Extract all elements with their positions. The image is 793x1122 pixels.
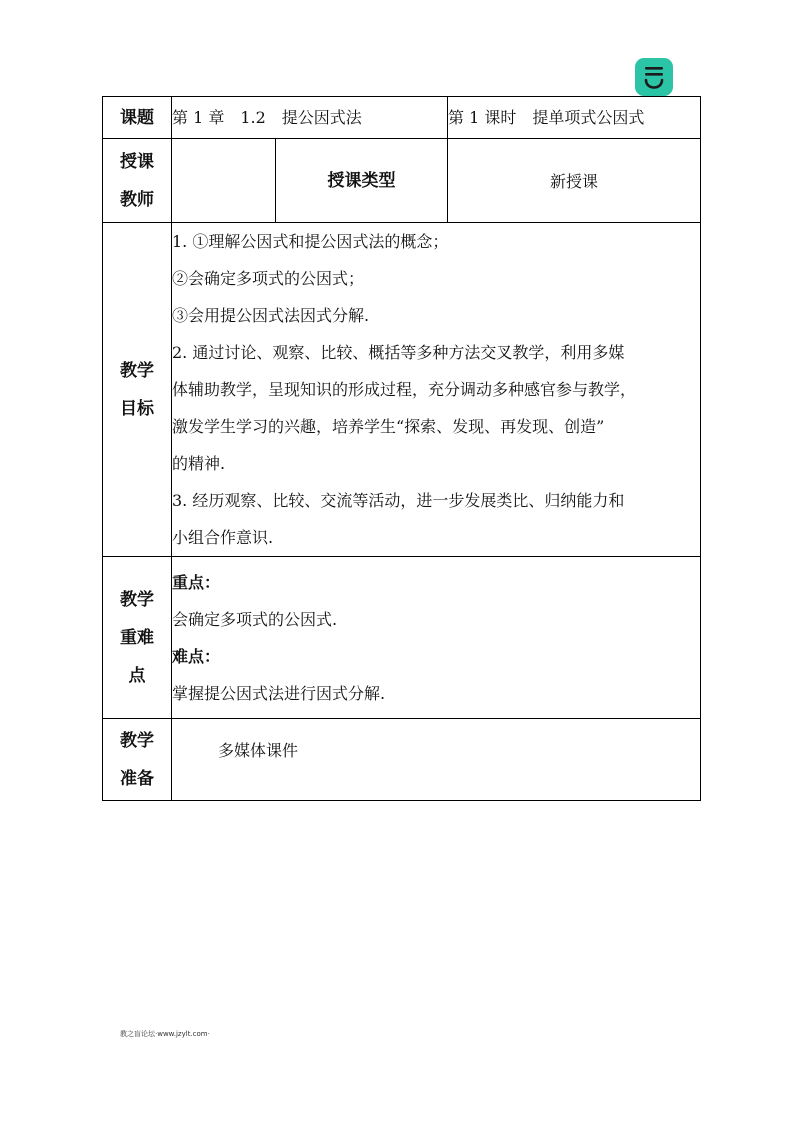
objective-line: 3. 经历观察、比较、交流等活动，进一步发展类比、归纳能力和 [172, 491, 625, 510]
difficult-point-text: 掌握提公因式法进行因式分解. [172, 683, 386, 703]
objective-line: ③会用提公因式法因式分解. [172, 306, 370, 325]
preparation-row [103, 719, 701, 801]
preparation-value: 多媒体课件 [172, 719, 701, 801]
teacher-label-line-1: 授课 [120, 151, 154, 172]
key-points-content [172, 557, 701, 719]
objective-line: 的精神. [172, 454, 226, 473]
lesson-type-value: 新授课 [448, 139, 701, 223]
topic-label: 课题 [103, 97, 172, 139]
objective-line: ②会确定多项式的公因式； [172, 269, 365, 288]
objectives-label-line-1: 教学 [120, 360, 154, 381]
teacher-label [103, 139, 172, 223]
key-points-label-line-1: 教学 [120, 589, 154, 610]
objective-line: 小组合作意识. [172, 528, 274, 547]
objectives-row [103, 223, 701, 557]
teacher-name [172, 139, 276, 223]
key-point-title: 重点： [172, 572, 221, 592]
topic-row [103, 97, 701, 139]
objectives-label [103, 223, 172, 557]
preparation-label-line-1: 教学 [120, 730, 154, 751]
objective-line: 2. 通过讨论、观察、比较、概括等多种方法交叉教学，利用多媒 [172, 343, 625, 362]
topic-value: 第 1 章 1.2 提公因式法 [172, 97, 448, 139]
key-points-label-line-3: 点 [128, 665, 146, 686]
difficult-point-title: 难点： [172, 646, 221, 666]
footer-text: 教之盲论坛·www.jzylt.com· [120, 1030, 210, 1038]
objective-line: 激发学生学习的兴趣，培养学生“探索、发现、再发现、创造” [172, 417, 605, 436]
lesson-type-label: 授课类型 [276, 139, 448, 223]
key-point-text: 会确定多项式的公因式. [172, 609, 338, 629]
lesson-value: 第 1 课时 提单项式公因式 [448, 97, 701, 139]
objective-line: 体辅助教学，呈现知识的形成过程，充分调动多种感官参与教学， [172, 380, 637, 399]
jzy-logo-icon [635, 58, 673, 96]
preparation-label [103, 719, 172, 801]
teacher-label-line-2: 教师 [120, 189, 154, 210]
lesson-plan-table [102, 96, 701, 801]
objectives-content [172, 223, 701, 557]
key-points-row [103, 557, 701, 719]
key-points-label-line-2: 重难 [120, 627, 154, 648]
key-points-label [103, 557, 172, 719]
teacher-row [103, 139, 701, 223]
preparation-label-line-2: 准备 [120, 768, 154, 789]
objective-line: 1. ①理解公因式和提公因式法的概念； [172, 232, 449, 251]
objectives-label-line-2: 目标 [120, 398, 154, 419]
